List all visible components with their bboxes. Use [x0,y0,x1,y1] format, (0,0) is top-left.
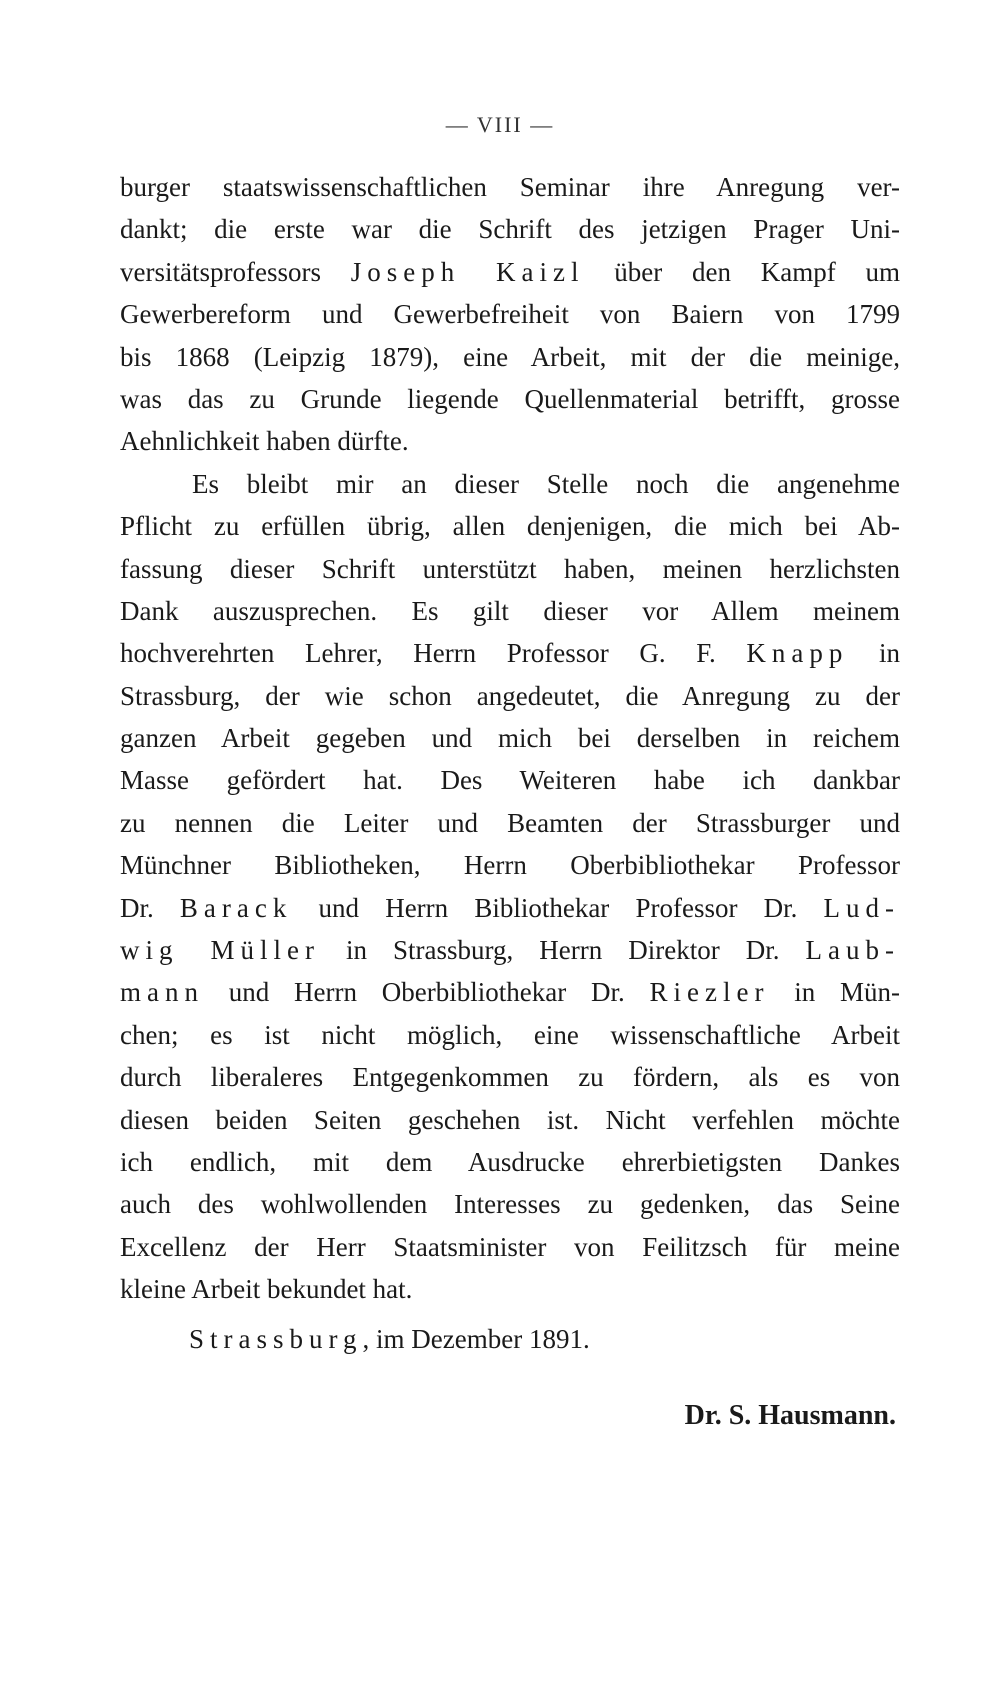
text-line [120,717,900,759]
text-line [120,420,900,462]
emphasized-name: wig Müller [120,935,320,966]
text-segment: Masse gefördert hat. Des Weiteren habe ich dankbar [120,765,900,796]
text-line [120,1014,900,1056]
text-line [120,971,900,1013]
emphasized-name: Riezler [649,977,770,1008]
text-line [120,844,900,886]
text-segment: hochverehrten Lehrer, Herrn Professor G. F. [120,638,747,669]
text-line [120,1056,900,1098]
text-segment: ich endlich, mit dem Ausdrucke ehrerbietigsten Dankes [120,1146,900,1177]
text-segment: Pflicht zu erfüllen übrig, allen denjenigen, die mich bei Ab- [120,511,900,542]
text-segment: und Herrn Oberbibliothekar Dr. [204,977,650,1008]
text-segment: versitätsprofessors [120,256,351,287]
text-segment: Aehnlichkeit haben dürfte. [120,426,409,457]
text-segment: Münchner Bibliotheken, Herrn Oberbibliothekar Professor [120,850,900,881]
text-segment: auch des wohlwollenden Interesses zu gedenken, das Seine [120,1189,900,1220]
text-segment: Gewerbereform und Gewerbefreiheit von Baiern von 1799 [120,299,900,330]
emphasized-name: Joseph Kaizl [350,256,585,287]
text-segment: was das zu Grunde liegende Quellenmaterial betrifft, grosse [120,383,900,414]
text-segment: bis 1868 (Leipzig 1879), eine Arbeit, mit der die meinige, [120,341,900,372]
text-line [120,675,900,717]
text-line [120,1226,900,1268]
text-segment: in Mün- [769,977,901,1008]
emphasized-name: Lud- [823,892,901,923]
text-line [120,548,900,590]
emphasized-name: Knapp [746,638,849,669]
text-segment: kleine Arbeit bekundet hat. [120,1274,413,1305]
text-segment: Es bleibt mir an dieser Stelle noch die angenehme [192,468,900,499]
text-line [120,251,900,293]
body-text [120,166,900,1311]
text-segment: und Herrn Bibliothekar Professor Dr. [292,892,824,923]
text-segment: Dank auszusprechen. Es gilt dieser vor Allem meinem [120,595,900,626]
page-number: — VIII — [445,112,555,137]
text-segment: Strassburg, der wie schon angedeutet, die Anregung zu der [120,680,900,711]
text-line [120,887,900,929]
text-line [120,1099,900,1141]
text-segment: dankt; die erste war die Schrift des jetzigen Prager Uni- [120,214,900,245]
text-line [120,1141,900,1183]
text-line [120,632,900,674]
text-line [120,1183,900,1225]
text-line [120,1268,900,1310]
emphasized-name: Barack [179,892,293,923]
closing-line [189,1319,590,1359]
text-line [120,463,900,505]
emphasized-name: Laub- [805,935,900,966]
text-segment: zu nennen die Leiter und Beamten der Strassburger und [120,807,900,838]
text-segment: in [848,638,900,669]
emphasized-name: mann [120,977,204,1008]
text-line [120,759,900,801]
text-segment: chen; es ist nicht möglich, eine wissenschaftliche Arbeit [120,1019,900,1050]
text-segment: fassung dieser Schrift unterstützt haben, meinen herzlichsten [120,553,900,584]
text-line [120,802,900,844]
text-line [120,378,900,420]
text-segment: diesen beiden Seiten geschehen ist. Nicht verfehlen möchte [120,1104,900,1135]
text-segment: ganzen Arbeit gegeben und mich bei derselben in reichem [120,723,900,754]
text-line [120,336,900,378]
text-line [120,505,900,547]
text-segment: Dr. [120,892,180,923]
text-segment: in Strassburg, Herrn Direktor Dr. [320,935,806,966]
text-segment: Excellenz der Herr Staatsminister von Feilitzsch für meine [120,1231,900,1262]
text-segment: burger staatswissenschaftlichen Seminar ihre Anregung ver- [120,172,900,202]
text-line [120,208,900,250]
text-segment: durch liberaleres Entgegenkommen zu fördern, als es von [120,1062,900,1093]
text-line [120,166,900,208]
author-signature: Dr. S. Hausmann. [684,1400,896,1431]
text-segment: über den Kampf um [584,256,901,287]
closing-place: Strassburg [189,1324,363,1354]
text-line [120,929,900,971]
text-line [120,590,900,632]
closing-date: , im Dezember 1891. [362,1324,590,1354]
text-line [120,293,900,335]
